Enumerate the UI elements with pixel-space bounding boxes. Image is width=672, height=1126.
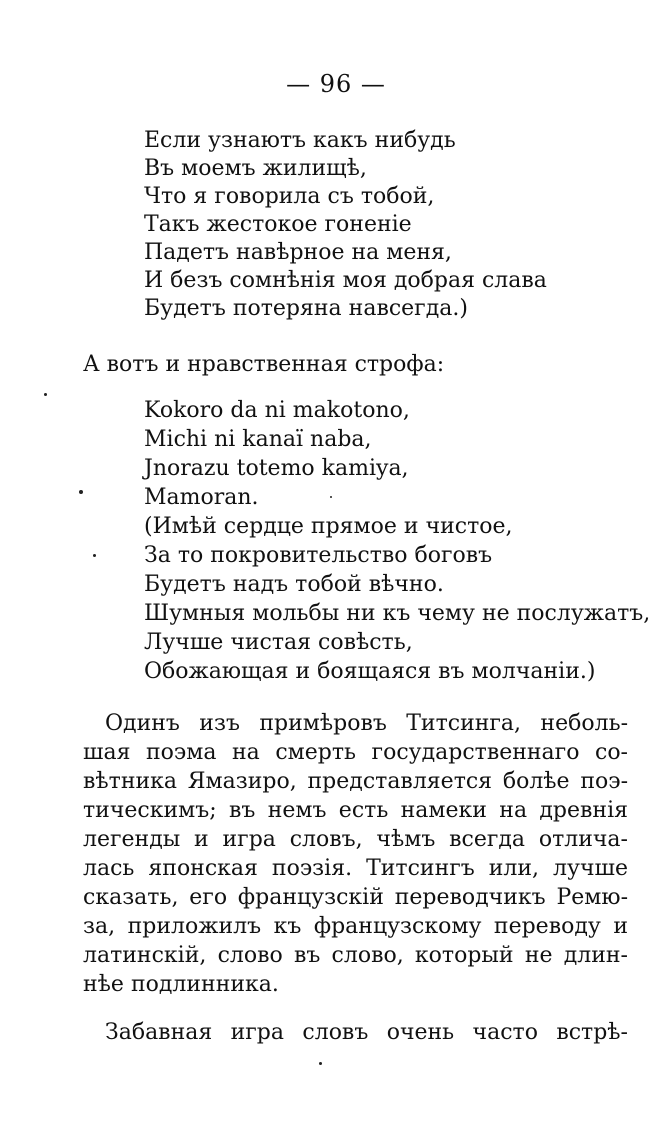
verse-line: Будетъ надъ тобой вѣчно.: [144, 572, 444, 597]
verse-intro-line: А вотъ и нравственная строфа:: [83, 352, 445, 377]
verse-line-romanized: Jnorazu totemo kamiya,: [144, 456, 409, 481]
paragraph-line: сказать, его французскій переводчикъ Ремю-: [83, 885, 628, 910]
verse-line-romanized: Michi ni kanaï naba,: [144, 427, 372, 452]
body-paragraph: [83, 709, 628, 999]
verse-line: Въ моемъ жилищѣ,: [144, 156, 367, 181]
verse-line: Что я говорила съ тобой,: [144, 184, 435, 209]
paragraph-line: за, приложилъ къ французскому переводу и: [83, 914, 628, 939]
body-paragraph: [83, 1018, 628, 1047]
verse-line: Если узнаютъ какъ нибудь: [144, 128, 456, 153]
paragraph-line: легенды и игра словъ, чѣмъ всегда отлича-: [83, 827, 628, 852]
paragraph-line: Забавная игра словъ очень часто встрѣ-: [105, 1020, 628, 1045]
verse-line-romanized: Mamoran.: [144, 485, 259, 510]
paragraph-line: тическимъ; въ немъ есть намеки на древнія: [83, 798, 628, 823]
paragraph-line: шая поэма на смерть государственнаго со-: [83, 740, 628, 765]
print-speck: [330, 496, 332, 498]
paragraph-line: лась японская поэзія. Титсингъ или, лучше: [83, 856, 628, 881]
verse-line: Падетъ навѣрное на меня,: [144, 240, 452, 265]
verse-line-romanized: Kokoro da ni makotono,: [144, 398, 410, 423]
print-speck: [44, 393, 47, 396]
paragraph-line: латинскій, слово въ слово, который не длин-: [83, 943, 628, 968]
verse-line: Шумныя мольбы ни къ чему не послужатъ,: [144, 601, 651, 626]
verse-line: Обожающая и боящаяся въ молчаніи.): [144, 659, 596, 684]
print-speck: [79, 490, 83, 494]
verse-line: Лучше чистая совѣсть,: [144, 630, 413, 655]
paragraph-line: Одинъ изъ примѣровъ Титсинга, неболь-: [105, 711, 628, 736]
page-number: — 96 —: [286, 70, 386, 98]
print-speck: [319, 1062, 322, 1065]
verse-line: Такъ жестокое гоненіе: [144, 212, 412, 237]
verse-line: Будетъ потеряна навсегда.): [144, 296, 468, 321]
paragraph-line: нѣе подлинника.: [83, 972, 279, 997]
verse-line: За то покровительство боговъ: [144, 543, 493, 568]
verse-line: И безъ сомнѣнія моя добрая слава: [144, 268, 547, 293]
verse-line: (Имѣй сердце прямое и чистое,: [144, 514, 513, 539]
print-speck: [93, 554, 96, 557]
paragraph-line: вѣтника Ямазиро, представляется болѣе поэ-: [83, 769, 628, 794]
